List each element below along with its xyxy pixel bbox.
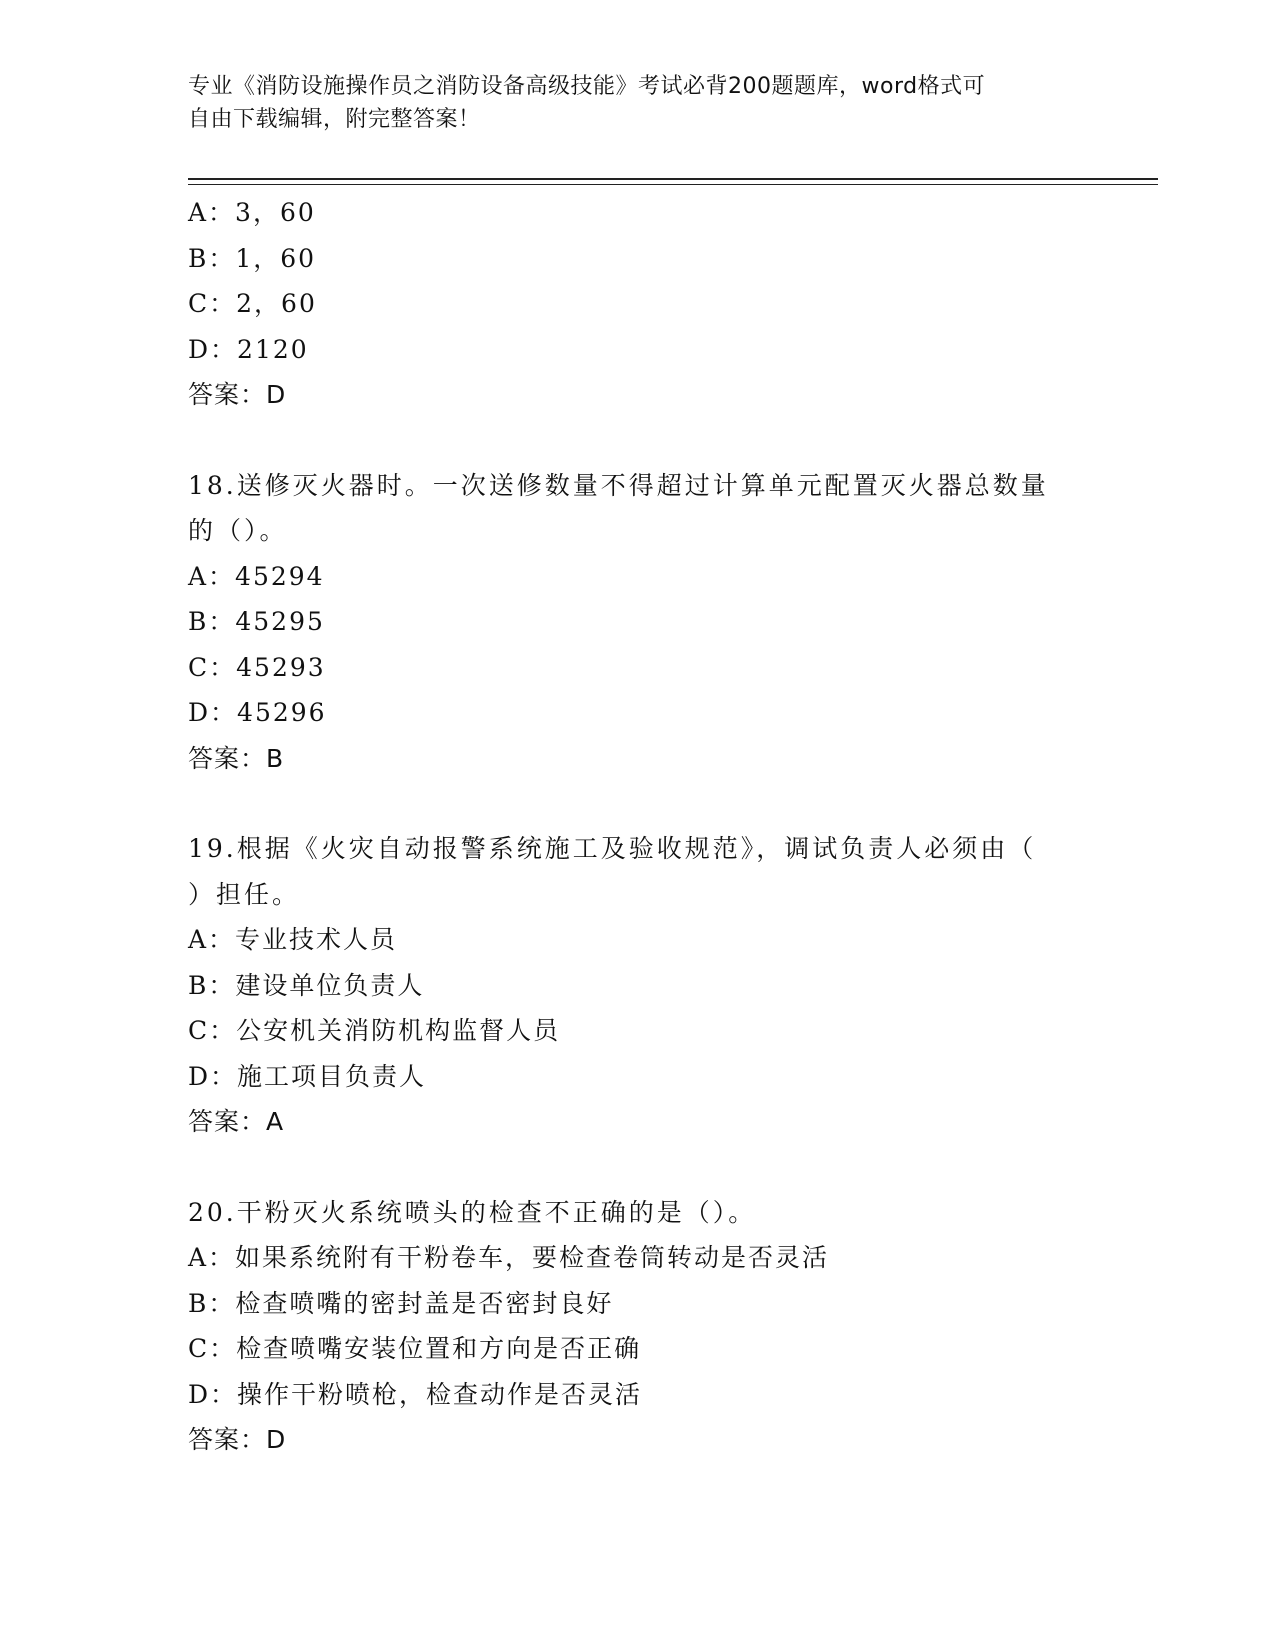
answer: 答案：D xyxy=(188,1425,287,1454)
question-stem-continued: 的（）。 xyxy=(188,516,288,545)
answer: 答案：A xyxy=(188,1107,285,1136)
option-b: B：建设单位负责人 xyxy=(188,970,425,1000)
question-18 xyxy=(188,463,1108,782)
question-stem: 20.干粉灭火系统喷头的检查不正确的是（）。 xyxy=(188,1197,757,1227)
option-c: C：2，60 xyxy=(188,289,317,318)
answer: 答案：D xyxy=(188,380,287,409)
answer: 答案：B xyxy=(188,743,285,773)
header-line-1: 专业《消防设施操作员之消防设备高级技能》考试必背200题题库，word格式可 xyxy=(188,74,986,99)
spacer xyxy=(188,1145,1108,1190)
option-d: D：45296 xyxy=(188,698,327,727)
option-d: D：施工项目负责人 xyxy=(188,1061,427,1091)
option-a: A：45294 xyxy=(188,561,325,591)
header-divider-thick xyxy=(188,178,1158,180)
question-list xyxy=(188,190,1108,1463)
question-17 xyxy=(188,190,1108,418)
option-d: D：2120 xyxy=(188,334,309,364)
spacer xyxy=(188,781,1108,826)
option-d: D：操作干粉喷枪，检查动作是否灵活 xyxy=(188,1379,643,1409)
option-c: C：检查喷嘴安装位置和方向是否正确 xyxy=(188,1334,642,1363)
question-19 xyxy=(188,826,1108,1145)
option-a: A：3，60 xyxy=(188,198,316,227)
spacer xyxy=(188,418,1108,463)
header-divider-thin xyxy=(188,184,1158,185)
question-stem-continued: ）担任。 xyxy=(188,879,301,909)
question-20 xyxy=(188,1190,1108,1463)
option-b: B：1，60 xyxy=(188,243,317,273)
option-b: B：检查喷嘴的密封盖是否密封良好 xyxy=(188,1288,614,1318)
document-header xyxy=(188,70,1088,136)
header-line-2: 自由下载编辑，附完整答案！ xyxy=(188,107,481,132)
option-c: C：45293 xyxy=(188,652,326,682)
option-a: A：如果系统附有干粉卷车，要检查卷筒转动是否灵活 xyxy=(188,1243,830,1272)
option-c: C：公安机关消防机构监督人员 xyxy=(188,1016,561,1045)
question-stem: 18.送修灭火器时。一次送修数量不得超过计算单元配置灭火器总数量 xyxy=(188,470,1049,500)
option-a: A：专业技术人员 xyxy=(188,925,398,954)
question-stem: 19.根据《火灾自动报警系统施工及验收规范》，调试负责人必须由（ xyxy=(188,834,1037,863)
option-b: B：45295 xyxy=(188,607,325,636)
